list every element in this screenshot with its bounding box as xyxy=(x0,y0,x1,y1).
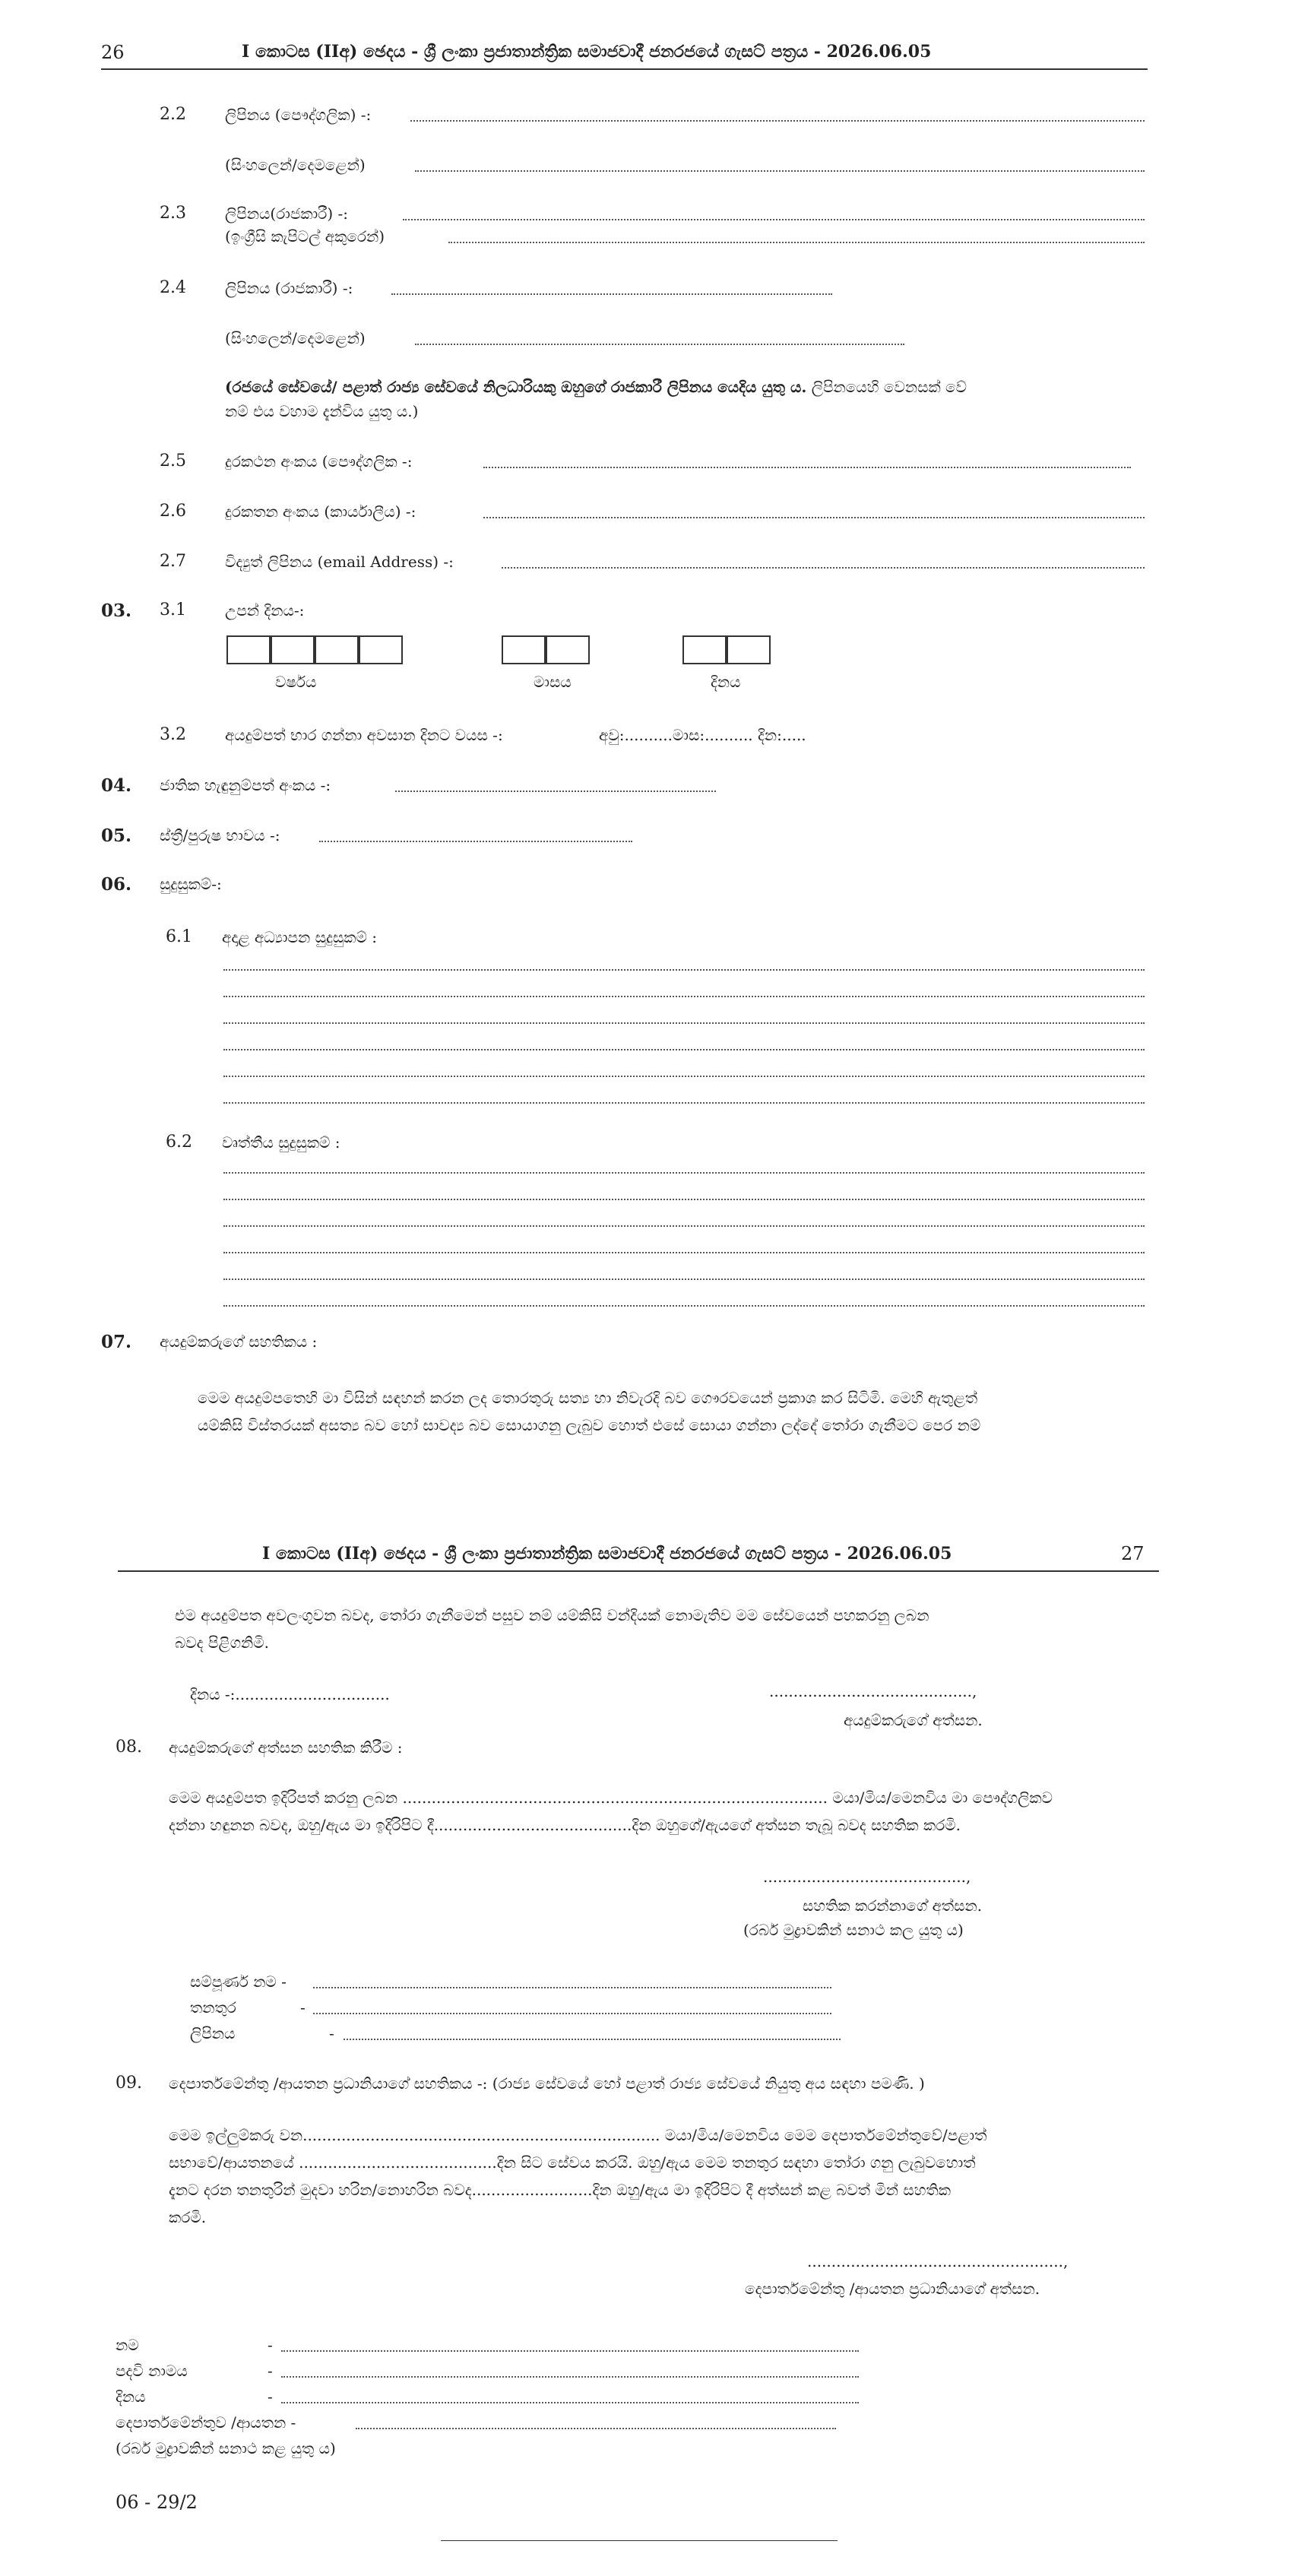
age-fields: අවු:..........මාස:.......... දින:..... xyxy=(599,726,806,744)
fill-line xyxy=(448,242,1145,243)
fill-line xyxy=(281,2376,859,2378)
field-label: උපන් දිනය-: xyxy=(225,601,305,619)
field-label: ලිපිනය (පෞද්ගලික) -: xyxy=(225,106,372,124)
field-label: දුරකතන අංකය (කාර්යාලීය) -: xyxy=(225,502,416,521)
header-rule xyxy=(118,1570,1159,1572)
fill-line xyxy=(223,1278,1145,1280)
seal-note: (රබර් මුද්‍රාවකින් සනාථ කල යුතු ය) xyxy=(743,1921,964,1939)
day-digit-box[interactable] xyxy=(682,635,727,664)
signature-line: ....................................................., xyxy=(807,2252,1069,2270)
gazette-header: I කොටස (IIඅ) ඡෙදය - ශ්‍රී ලංකා ප්‍රජාතාන්ත්‍රික සමාජවාදී ජනරජයේ ගැසට් පත්‍රය - 2026.06.05 xyxy=(262,1544,952,1564)
fill-line xyxy=(483,517,1145,518)
fill-line xyxy=(223,1199,1145,1200)
certification-text: දන්නා හඳුනන බවද, ඔහු/ඇය මා ඉදිරිපිට දී.........................................දින ඔහුගේ/ඇයගේ අත්සන තැබූ බවද සහතික කරමි. xyxy=(169,1816,961,1834)
section-number: 2.4 xyxy=(160,278,186,297)
year-caption: වර්ෂය xyxy=(275,673,317,691)
month-caption: මාසය xyxy=(534,673,572,691)
year-digit-box[interactable] xyxy=(271,635,315,664)
fill-line xyxy=(223,1252,1145,1253)
year-digit-box[interactable] xyxy=(359,635,403,664)
address-label: ලිපිනය xyxy=(190,2024,236,2042)
header-rule xyxy=(101,68,1148,70)
signature-line: .........................................., xyxy=(769,1682,977,1700)
gazette-header: I කොටස (IIඅ) ඡෙදය - ශ්‍රී ලංකා ප්‍රජාතාන්ත්‍රික සමාජවාදී ජනරජයේ ගැසට් පත්‍රය - 2026.06.05 xyxy=(242,42,932,62)
section-number: 2.5 xyxy=(160,452,186,471)
fill-line xyxy=(223,1022,1145,1024)
section-number: 3.1 xyxy=(160,600,186,619)
section-number: 05. xyxy=(101,825,132,846)
section-number: 07. xyxy=(101,1332,132,1352)
fill-line xyxy=(223,1049,1145,1050)
fill-line xyxy=(223,969,1145,971)
address-note-bold: (රජයේ සේවයේ/ පළාත් රාජ්‍ය සේවයේ නිලධාරියකු ඔහුගේ රාජකාරී ලිපිනය යෙදිය යුතු ය. xyxy=(225,378,807,396)
fill-line xyxy=(223,1225,1145,1227)
dash: - xyxy=(268,2336,273,2354)
declaration-text: මෙම අයදුම්පතෙහි මා විසින් සඳහන් කරන ලද තොරතුරු සත්‍ය හා නිවැරදි බව ගෞරවයෙන් ප්‍රකාශ කර සිටිමි. මෙහි ඇතුළත් xyxy=(198,1389,978,1407)
fill-line xyxy=(410,120,1145,122)
day-caption: දිනය xyxy=(711,673,741,691)
field-label: සුදුසුකම්-: xyxy=(160,875,222,893)
designation-label: පදවි නාමය xyxy=(116,2362,188,2380)
section-number: 08. xyxy=(116,1738,142,1757)
certification-text: සභාවේ/ආයතනයේ .........................................දින සිට සේවය කරයි. ඔහු/ඇය මෙම තනතුර සඳහා තෝරා ගනු ලැබුවහොත් xyxy=(169,2153,976,2172)
field-label: විද්‍යුත් ලිපිනය (email Address) -: xyxy=(225,553,454,571)
fill-line xyxy=(313,2013,831,2014)
signature-caption: දෙපාර්තමේන්තු /ආයතන ප්‍රධානියාගේ අත්සන. xyxy=(745,2280,1040,2298)
dash: - xyxy=(268,2387,273,2406)
day-digit-box[interactable] xyxy=(727,635,771,664)
section-number: 09. xyxy=(116,2074,142,2093)
page-number: 27 xyxy=(1121,1543,1145,1564)
section-number: 2.7 xyxy=(160,552,186,571)
certification-text: මෙම අයදුම්පත ඉදිරිපත් කරනු ලබන ........................................................................................ මයා/මිය/මෙනවිය මා පෞද්ගලිකව xyxy=(169,1789,1053,1807)
declaration-text: බවද පිළිගනිමි. xyxy=(175,1633,269,1652)
field-label: අයදුම්පත් භාර ගන්නා අවසාන දිනට වයස -: xyxy=(225,726,503,744)
certification-text: කරමි. xyxy=(169,2208,207,2226)
month-digit-box[interactable] xyxy=(502,635,546,664)
field-sublabel: (සිංහලෙන්/දෙමළෙන්) xyxy=(225,156,366,174)
field-label: අයදුම්කරුගේ අත්සන සහතික කිරීම : xyxy=(169,1738,403,1757)
field-label: අයදුම්කරුගේ සහතිකය : xyxy=(160,1332,318,1351)
fill-line xyxy=(319,841,632,842)
dash: - xyxy=(300,1998,306,2017)
fill-line xyxy=(223,996,1145,997)
field-label: ජාතික හැඳුනුම්පත් අංකය -: xyxy=(160,776,331,794)
fill-line xyxy=(395,791,716,792)
section-number: 03. xyxy=(101,600,132,621)
fill-line xyxy=(502,567,1145,569)
field-label: දුරකථන අංකය (පෞද්ගලික -: xyxy=(225,452,413,471)
fill-line xyxy=(281,2402,859,2403)
fill-line xyxy=(415,170,1145,172)
field-label: ලිපිනය(රාජකාරී) -: xyxy=(225,204,348,223)
section-number: 04. xyxy=(101,775,132,796)
fill-line xyxy=(403,219,1145,220)
dash: - xyxy=(268,2362,273,2380)
fill-line xyxy=(391,293,832,295)
field-label: දෙපාර්තමේන්තු /ආයතන ප්‍රධානියාගේ සහතිකය -: (රාජ්‍ය සේවයේ හෝ පළාත් රාජ්‍ය සේවයේ නියුතු අය සඳහා පමණි. ) xyxy=(169,2074,925,2093)
address-note-rest: ලිපිනයෙහි වෙනසක් වේ xyxy=(811,378,967,396)
date-field: දිනය -:................................ xyxy=(190,1685,390,1703)
seal-note: (රබර් මුද්‍රාවකින් සනාථ කළ යුතු ය) xyxy=(116,2439,336,2457)
fill-line xyxy=(483,467,1131,468)
year-digit-box[interactable] xyxy=(226,635,271,664)
field-label: වෘත්තීය සුදුසුකම් : xyxy=(222,1133,340,1152)
fill-line xyxy=(223,1172,1145,1174)
fill-line xyxy=(344,2039,841,2040)
signature-caption: අයදුම්කරුගේ අත්සන. xyxy=(844,1711,983,1729)
department-label: දෙපාර්තමේන්තුව /ආයතන - xyxy=(116,2413,296,2432)
section-number: 2.2 xyxy=(160,105,186,124)
dash: - xyxy=(329,2024,334,2042)
field-label: අදාළ අධ්‍යාපන සුදුසුකම් : xyxy=(222,928,377,946)
page-number: 26 xyxy=(101,42,125,63)
year-digit-box[interactable] xyxy=(315,635,359,664)
footer-rule xyxy=(441,2540,838,2541)
fill-line xyxy=(223,1076,1145,1077)
fill-line xyxy=(281,2350,859,2352)
month-digit-box[interactable] xyxy=(546,635,590,664)
section-number: 06. xyxy=(101,874,132,895)
section-number: 2.6 xyxy=(160,502,186,521)
address-note-line2: නම් එය වහාම දැන්විය යුතු ය.) xyxy=(225,402,419,420)
name-label: නම xyxy=(116,2336,139,2354)
fill-line xyxy=(223,1102,1145,1104)
document-code: 06 - 29/2 xyxy=(116,2492,198,2513)
declaration-text: එම අයදුම්පත අවලංගුවන බවද, තෝරා ගැනීමෙන් පසුව නම් යම්කිසි වන්දියක් නොමැතිව මම සේවයෙන් පහකරනු ලබන xyxy=(175,1606,929,1624)
field-sublabel: (ඉංග්‍රීසි කැපිටල් අකුරෙන්) xyxy=(225,227,385,246)
section-number: 6.2 xyxy=(166,1133,192,1152)
fill-line xyxy=(223,1305,1145,1307)
post-label: තනතුර xyxy=(190,1998,236,2017)
signature-line: .........................................., xyxy=(763,1868,971,1886)
field-sublabel: (සිංහලෙන්/දෙමළෙන්) xyxy=(225,329,366,347)
address-note-line1 xyxy=(225,377,967,397)
section-number: 2.3 xyxy=(160,204,186,223)
certification-text: මෙම ඉල්ලුම්කරු වන.......................................................................... මයා/මිය/මෙනවිය මෙම දෙපාර්තමේන්තුවේ/පළාත් xyxy=(169,2126,987,2144)
fill-line xyxy=(415,344,904,345)
signature-caption: සහතික කරන්නාගේ අත්සන. xyxy=(803,1896,983,1915)
section-number: 3.2 xyxy=(160,725,186,744)
date-label: දිනය xyxy=(116,2387,146,2406)
declaration-text: යම්කිසි විස්තරයක් අසත්‍ය බව හෝ සාවද්‍ය බව සොයාගනු ලැබුව හොත් එසේ සොයා ගන්නා ලද්දේ තෝරා ගැනීමට පෙර නම් xyxy=(198,1416,981,1434)
field-label: ලිපිනය (රාජකාරී) -: xyxy=(225,279,353,297)
certification-text: දැනට දරන තනතුරින් මුදවා හරින/නොහරින බවද.........................දින ඔහු/ඇය මා ඉදිරිපිට දී අත්සන් කළ බවත් මින් සහතික xyxy=(169,2181,951,2199)
full-name-label: සම්පූර්ණ නම - xyxy=(190,1972,287,1991)
section-number: 6.1 xyxy=(166,927,192,946)
fill-line xyxy=(356,2428,836,2429)
fill-line xyxy=(313,1987,831,1988)
field-label: ස්ත්‍රී/පුරුෂ භාවය -: xyxy=(160,826,280,844)
